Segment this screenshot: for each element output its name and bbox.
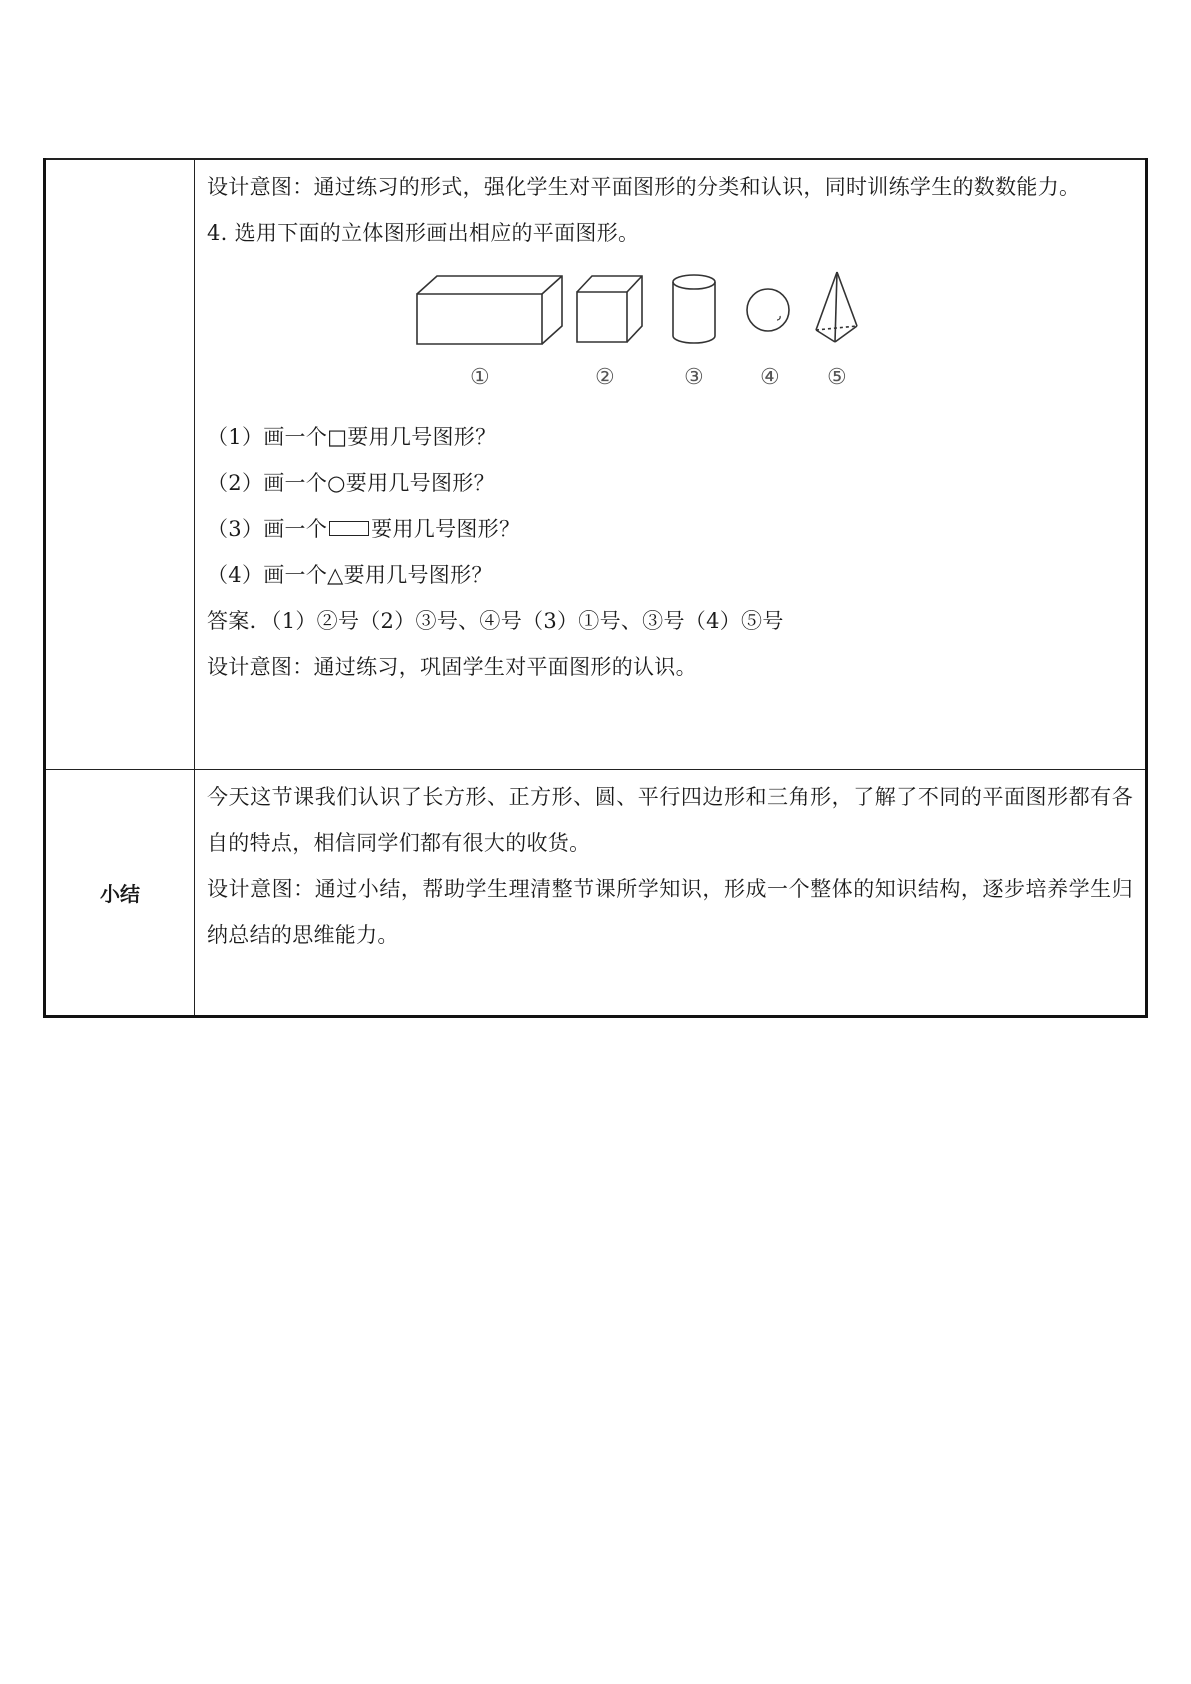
task-title: 4. 选用下面的立体图形画出相应的平面图形。 xyxy=(207,221,640,245)
cylinder-shape xyxy=(673,275,715,343)
figure-label-4: ④ xyxy=(759,365,781,390)
rectangle-icon xyxy=(329,521,369,536)
question-3 xyxy=(207,506,1133,552)
figure-label-1: ① xyxy=(469,365,491,390)
question-4: （4）画一个△要用几号图形？ xyxy=(207,563,493,587)
design-intent-1: 设计意图：通过练习的形式，强化学生对平面图形的分类和认识，同时训练学生的数数能力。 xyxy=(207,175,1081,199)
design-intent-2: 设计意图：通过练习，巩固学生对平面图形的认识。 xyxy=(207,655,697,679)
question-3-suffix: 要用几号图形？ xyxy=(371,517,521,541)
pyramid-shape xyxy=(816,272,857,342)
summary-label: 小结 xyxy=(100,882,140,906)
summary-text: 今天这节课我们认识了长方形、正方形、圆、平行四边形和三角形，了解了不同的平面图形都有各自的特点，相信同学们都有很大的收货。 xyxy=(207,785,1133,855)
question-2: （2）画一个○要用几号图形？ xyxy=(207,471,495,495)
question-3-prefix: （3）画一个 xyxy=(207,517,328,541)
cube-shape xyxy=(577,276,642,342)
cuboid-shape xyxy=(417,276,562,344)
question-1: （1）画一个□要用几号图形？ xyxy=(207,425,497,449)
summary-row xyxy=(45,770,1147,1017)
summary-content-cell xyxy=(195,770,1147,1017)
practice-label-cell xyxy=(45,159,195,770)
practice-row xyxy=(45,159,1147,770)
figure-label-2: ② xyxy=(594,365,616,390)
summary-design-intent: 设计意图：通过小结，帮助学生理清整节课所学知识，形成一个整体的知识结构，逐步培养学生归纳总结的思维能力。 xyxy=(207,877,1133,947)
figure-label-3: ③ xyxy=(683,365,705,390)
lesson-plan-table xyxy=(43,158,1148,1018)
answer-line: 答案．（1）②号（2）③号、④号（3）①号、③号（4）⑤号 xyxy=(207,609,784,633)
solid-shapes-figure xyxy=(207,264,1133,414)
practice-content-cell xyxy=(195,159,1147,770)
sphere-shape xyxy=(747,289,789,331)
solid-shapes-drawing xyxy=(207,264,1191,414)
figure-label-5: ⑤ xyxy=(826,365,848,390)
summary-label-cell xyxy=(45,770,195,1017)
